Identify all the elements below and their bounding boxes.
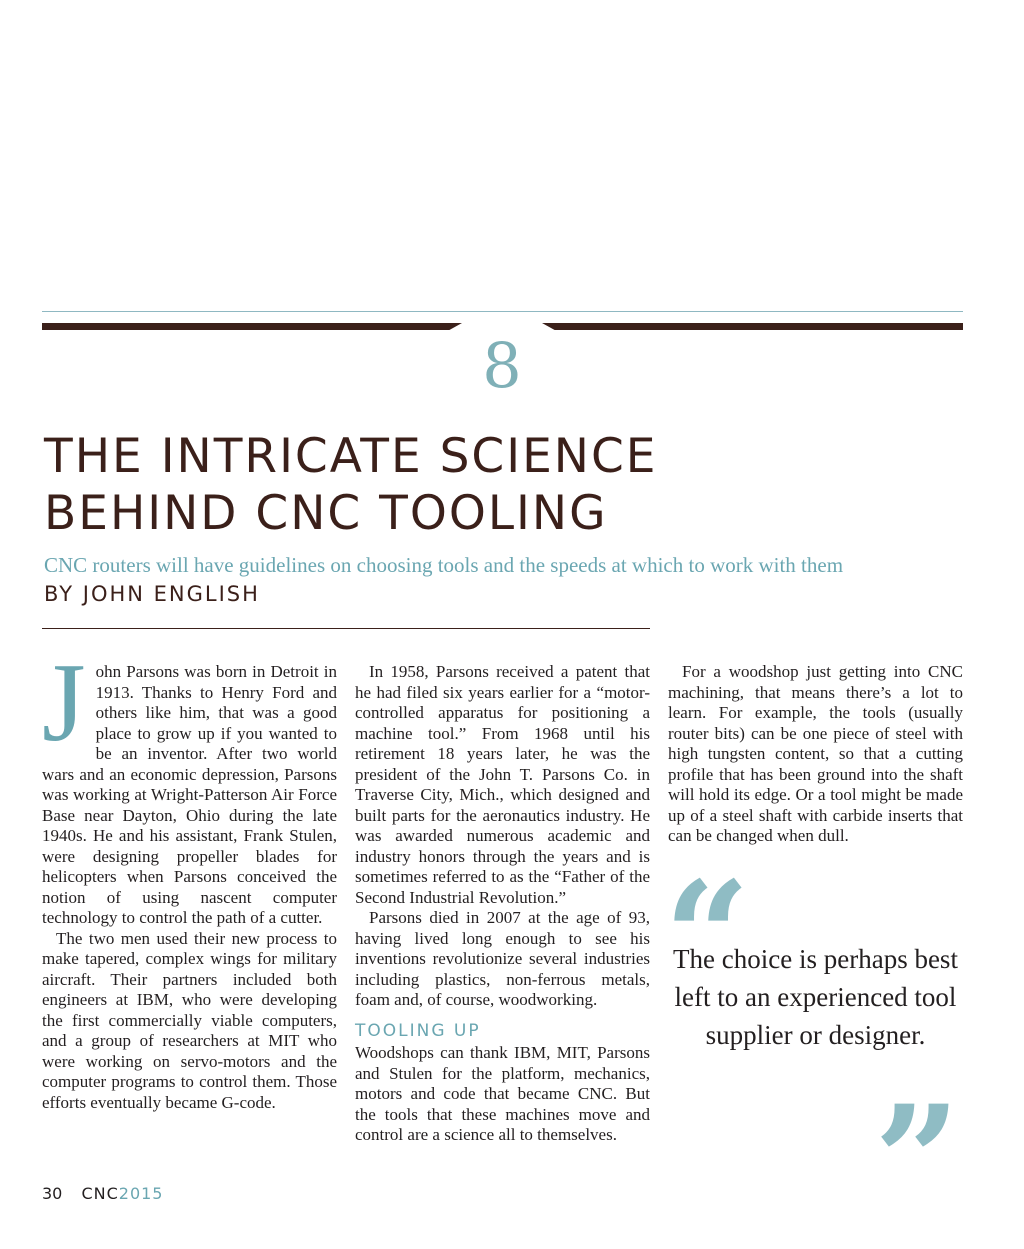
section-subhead: TOOLING UP [355, 1020, 481, 1041]
open-quote-mark: “ [664, 849, 751, 1025]
paragraph [42, 641, 337, 929]
issue-year: 2015 [118, 1184, 164, 1203]
magazine-name: CNC [81, 1184, 119, 1203]
article-subtitle: CNC routers will have guidelines on choosing tools and the speeds at which to work with them [44, 553, 844, 577]
text-column-2 [355, 662, 650, 1146]
drop-cap: J [42, 641, 86, 765]
pull-quote: The choice is perhaps best left to an experienced tool supplier or designer. [673, 944, 958, 1050]
paragraph: For a woodshop just getting into CNC machining, that means there’s a lot to learn. For example, the tools (usually router bits) can be one piece of steel with high tungsten content, so that a cutting profile that has been ground into the shaft will hold its edge. Or a tool might be made up of a steel shaft with carbide inserts that can be changed when dull. [668, 662, 963, 845]
paragraph: Parsons died in 2007 at the age of 93, having lived long enough to see his inventions revolutionize several industries including plastics, non-ferrous metals, foam and, of course, woodworking. [355, 908, 650, 1009]
byline-rule [42, 628, 650, 629]
paragraph-text: ohn Parsons was born in Detroit in 1913. Thanks to Henry Ford and others like him, that was a good place to grow up if you wanted to be an inventor. After two world wars and an economic depression, Parsons was working at Wright-Patterson Air Force Base near Dayton, Ohio during the late 1940s. He and his assistant, Frank Stulen, were designing propeller blades for helicopters when Parsons conceived the notion of using nascent computer technology to control the path of a cutter. [42, 662, 337, 927]
page-footer [42, 1184, 163, 1203]
header-bar-left [42, 323, 462, 330]
byline: BY JOHN ENGLISH [44, 582, 260, 606]
title-line-2: BEHIND CNC TOOLING [44, 486, 608, 541]
chapter-number: 8 [482, 329, 522, 402]
article-title [44, 428, 944, 542]
paragraph: The two men used their new process to make tapered, complex wings for military aircraft. Their partners included both engineers at IBM, who were developing the first commercially viable computers, and a group of researchers at MIT who were working on servo-motors and the computer programs to control them. Those efforts eventually became G-code. [42, 928, 337, 1112]
paragraph: In 1958, Parsons received a patent that he had filed six years earlier for a “motor-controlled apparatus for positioning a machine tool.” From 1968 until his retirement 18 years later, he was the president of the John T. Parsons Co. in Traverse City, Mich., which designed and built parts for the aeronautics industry. He was awarded numerous academic and industry honors through the years and is sometimes referred to as the “Father of the Second Industrial Revolution.” [355, 662, 650, 907]
top-rule [42, 311, 963, 312]
paragraph: Woodshops can thank IBM, MIT, Parsons and Stulen for the platform, mechanics, motors and code that became CNC. But the tools that these machines move and control are a science all to themselves. [355, 1043, 650, 1144]
header-bar-right [542, 323, 963, 330]
close-quote-mark: ” [874, 1073, 961, 1249]
text-column-3 [668, 662, 963, 847]
text-column-1 [42, 641, 337, 1113]
title-line-1: THE INTRICATE SCIENCE [44, 429, 658, 484]
page-number: 30 [42, 1184, 63, 1203]
